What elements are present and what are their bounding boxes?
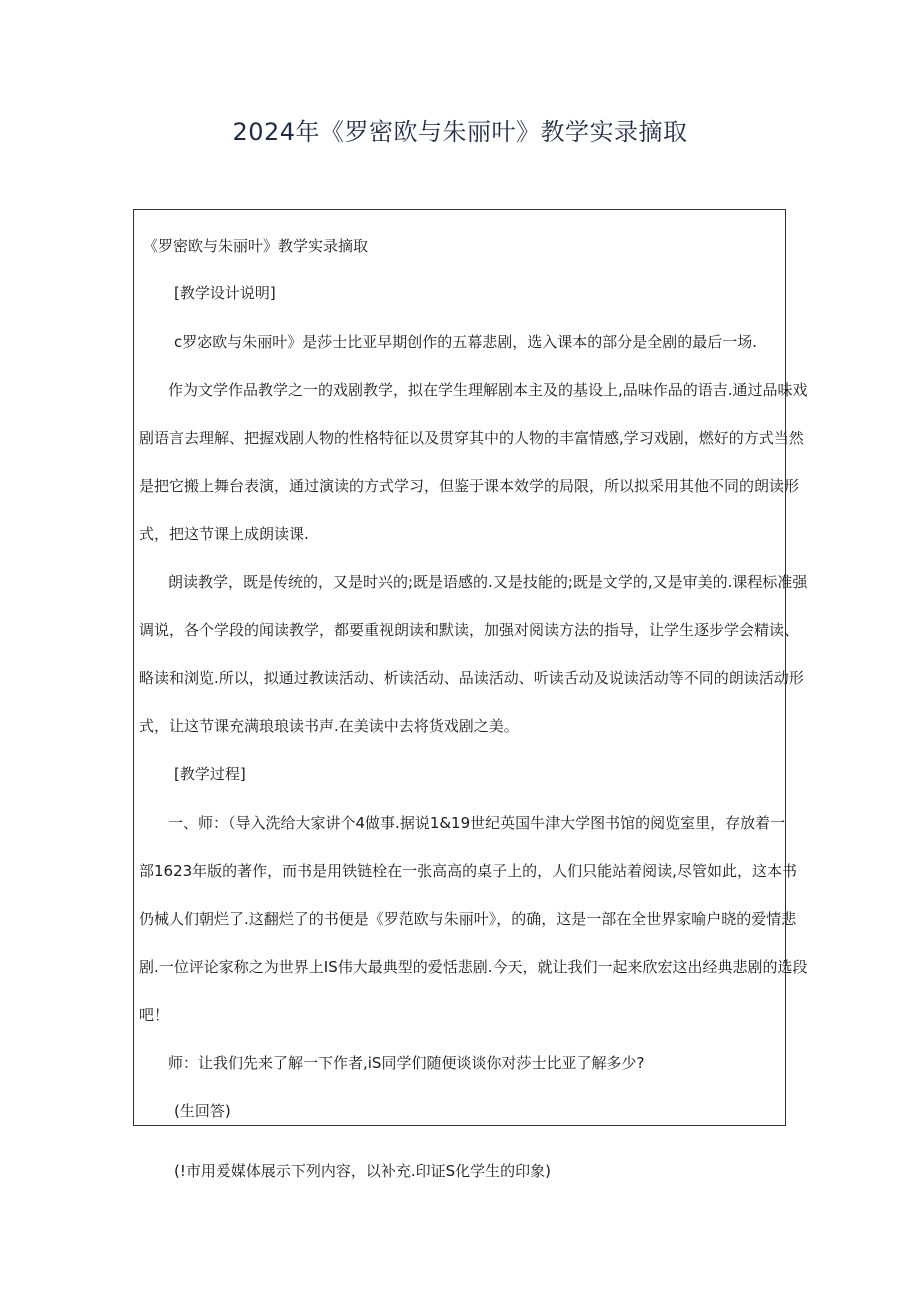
content-line: (生回答) (174, 1102, 231, 1120)
content-line: 朗读教学，既是传统的，又是时兴的;既是语感的.又是技能的;既是文学的,又是审美的.课程标准强 (168, 573, 808, 591)
content-line: 式，让这节课充满琅琅读书声.在美读中去将货戏剧之美。 (139, 717, 519, 735)
content-line: 略读和浏览.所以，拟通过教读活动、析读活动、品读活动、听读舌动及说读活动等不同的朗读活动形 (139, 669, 804, 687)
content-line: 调说，各个学段的闻读教学，都要重视朗读和默读，加强对阅读方法的指导，让学生逐步学会精读、 (139, 621, 800, 639)
content-line: [教学过程] (174, 765, 246, 783)
content-line: 作为文学作品教学之一的戏剧教学，拟在学生理解剧本主及的基设上,品味作品的语吉.通过品味戏 (168, 381, 808, 399)
document-title: 2024年《罗密欧与朱丽叶》教学实录摘取 (232, 118, 688, 146)
content-line: 部1623年版的著作，而书是用铁链栓在一张高高的桌子上的，人们只能站着阅读,尽管如此，这本书 (139, 862, 797, 880)
footer-line: (!市用爰媒体展示下列内容，以补充.印证S化学生的印象) (174, 1162, 552, 1180)
content-line: 是把它搬上舞台表演，通过演读的方式学习，但鉴于课本效学的局限，所以拟采用其他不同的朗读形 (139, 477, 800, 495)
content-line: 《罗密欧与朱丽叶》教学实录摘取 (143, 237, 369, 255)
content-line: 一、师：（导入洗给大家讲个4做事.据说1&19世纪英国牛津大学图书馆的阅览室里，存放着一 (168, 814, 786, 832)
content-line: 剧.一位评论家称之为世界上IS伟大最典型的爱恬悲剧.今天，就让我们一起来欣宏这出经典悲剧的选段 (139, 958, 808, 976)
content-line: 吧！ (139, 1006, 170, 1024)
content-line: 仍械人们朝烂了.这翻烂了的书便是《罗范欧与朱丽叶》，的确，这是一部在全世界家喻户晓的爱情悲 (139, 910, 797, 928)
content-line: 式，把这节课上成朗读课. (139, 525, 309, 543)
content-line: c罗宓欧与朱丽叶》是莎士比亚早期创作的五幕悲剧，选入课本的部分是全剧的最后一场. (174, 333, 758, 351)
content-line: 师：让我们先来了解一下作者,iS同学们随便谈谈你对莎士比亚了解多少? (168, 1054, 645, 1072)
content-line: 剧语言去理解、把握戏剧人物的性格特征以及贯穿其中的人物的丰富情感,学习戏剧，燃好的方式当然 (139, 429, 804, 447)
content-line: [教学设计说明] (174, 284, 276, 302)
